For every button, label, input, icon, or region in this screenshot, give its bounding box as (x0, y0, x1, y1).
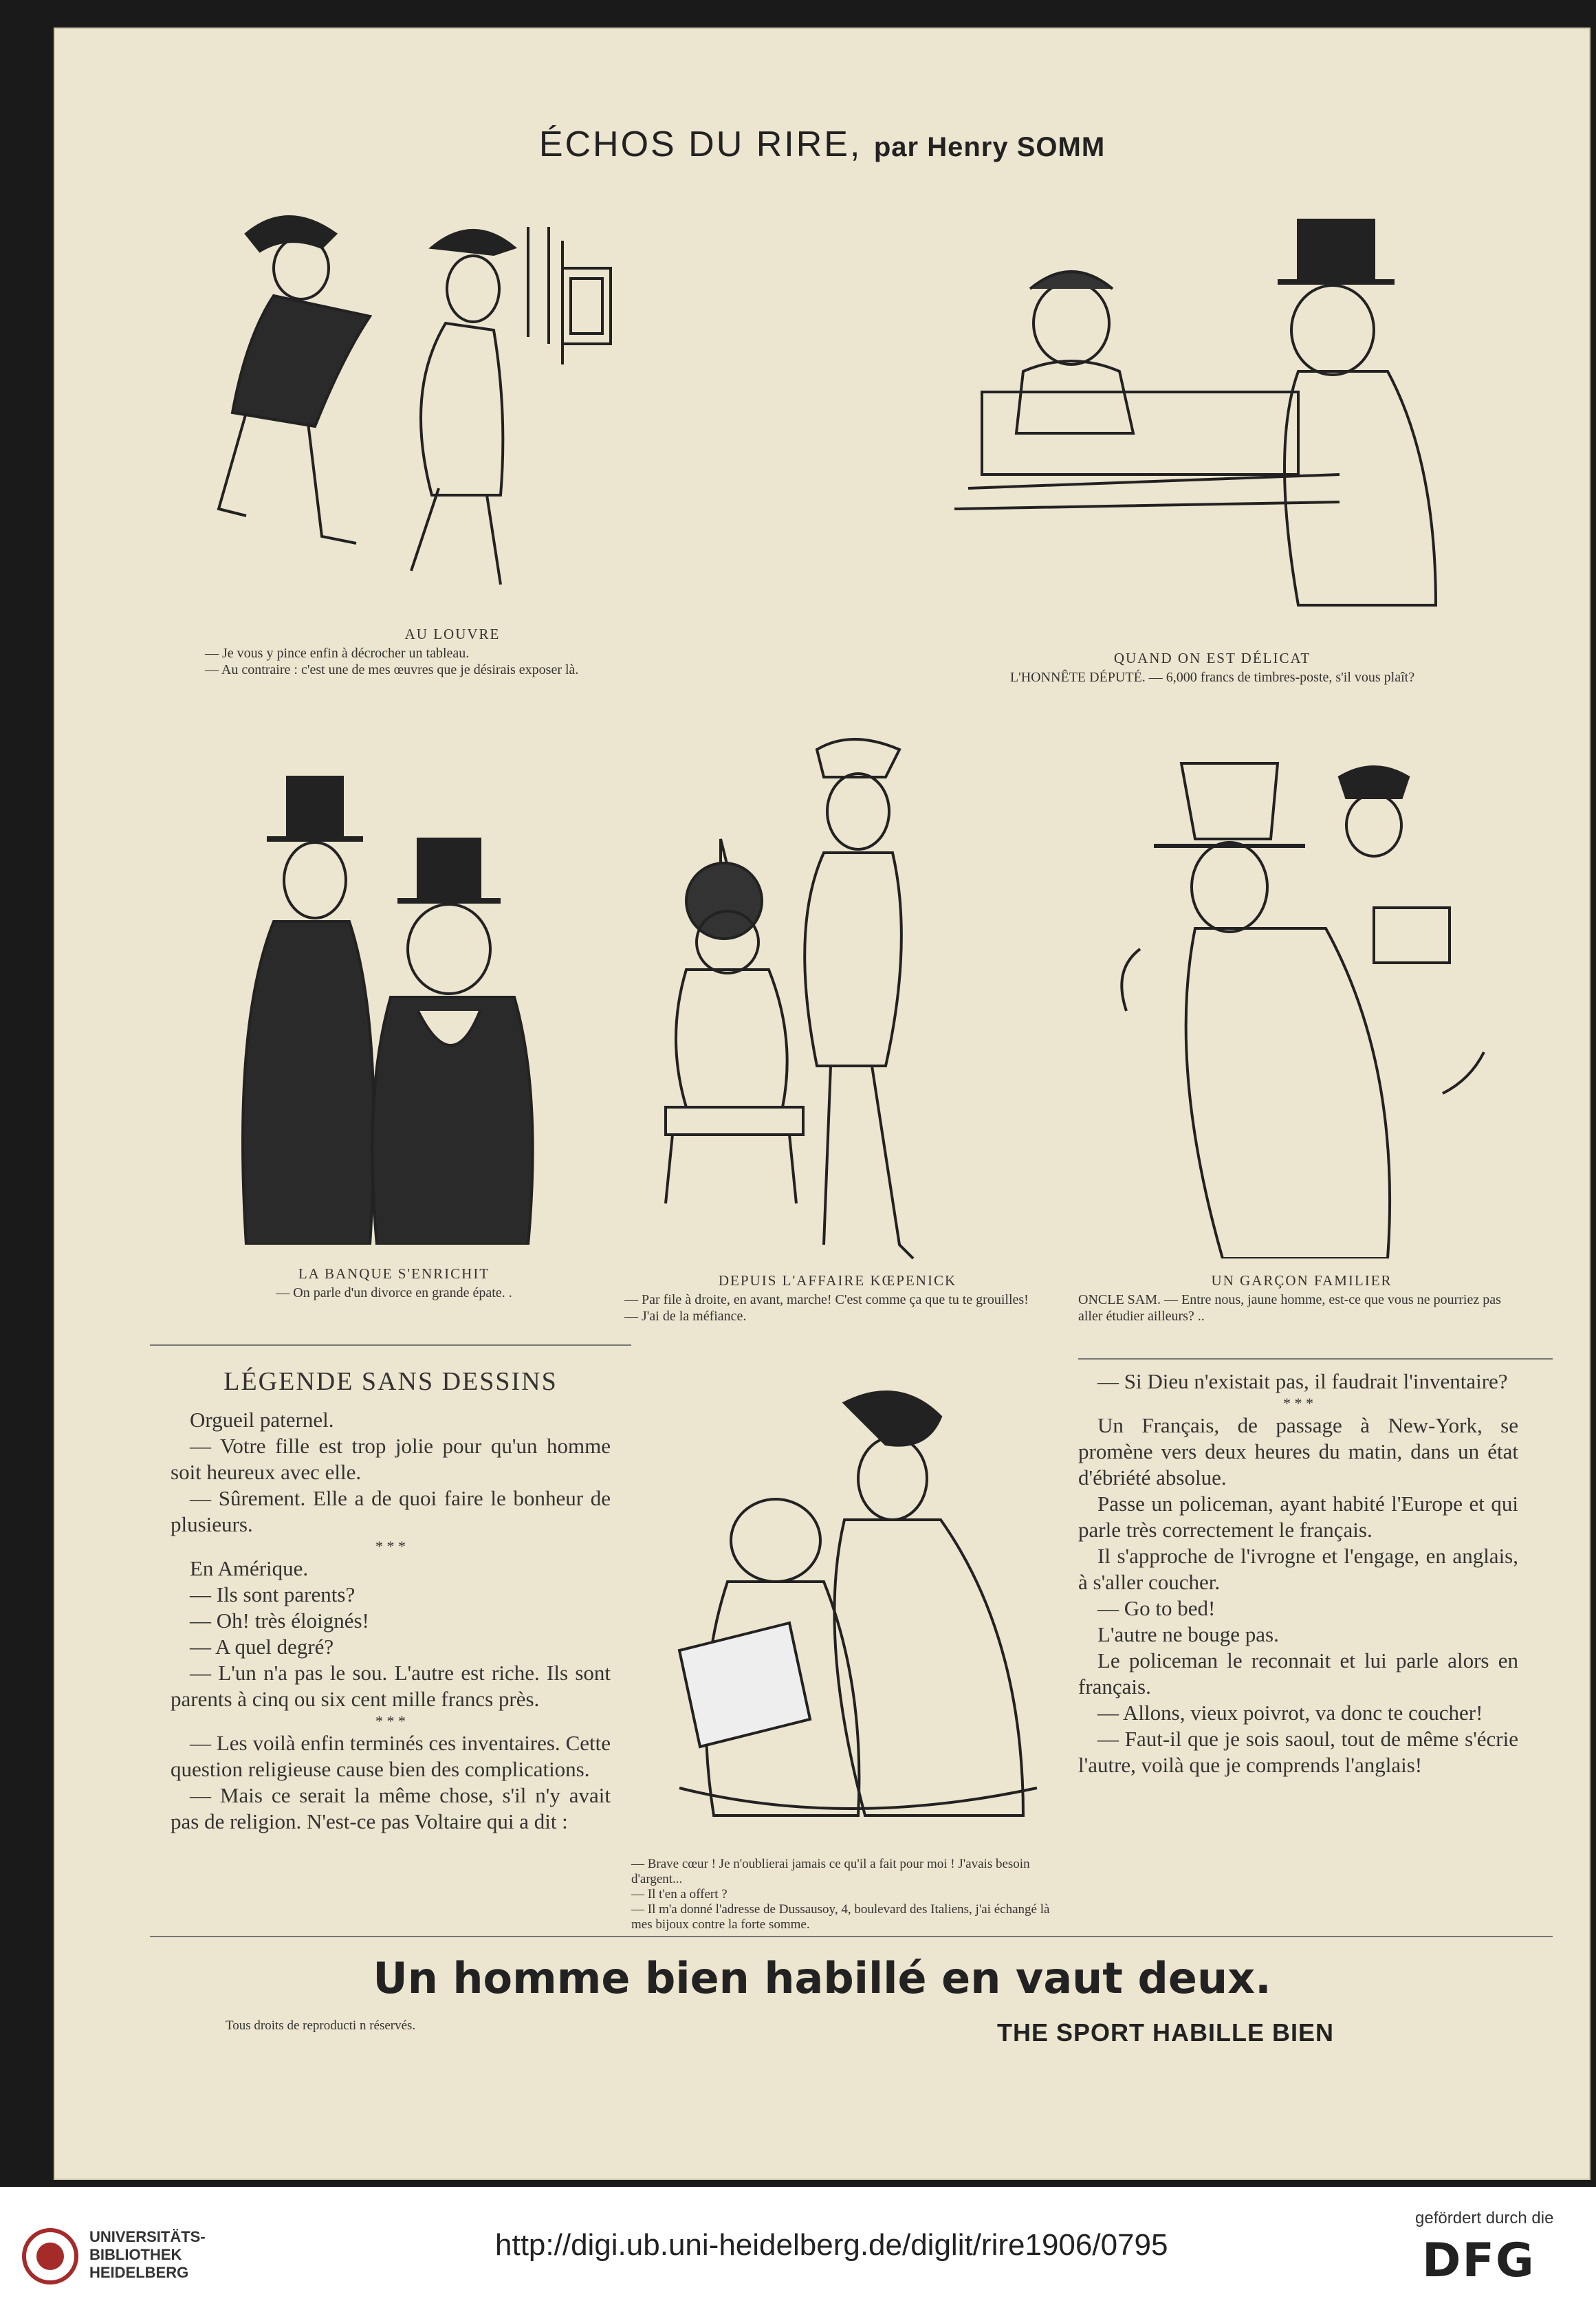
caption-depuis-laffaire-koepenick: DEPUIS L'AFFAIRE KŒPENICK — Par file à droite, en avant, marche! C'est comme ça que tu te grouilles! — J'ai de la méfiance. (624, 1272, 1029, 1324)
library-footer (0, 2187, 1596, 2301)
page-title: ÉCHOS DU RIRE, par Henry SOMM (538, 124, 1106, 164)
divider-bottom (150, 1936, 1553, 1937)
cartoon-center-women-illustration (638, 1375, 1064, 1850)
university-seal-icon (21, 2227, 80, 2286)
funding-note: gefördert durch die (1415, 2209, 1554, 2227)
digital-library-url[interactable]: http://digi.ub.uni-heidelberg.de/diglit/rire1906/0795 (495, 2228, 1168, 2262)
caption-center: — Brave cœur ! Je n'oublierai jamais ce qu'il a fait pour moi ! J'avais besoin d'argent... — Il t'en a offert ? — Il m'a donné l'adresse de Dussausoy, 4, boulevard des Italiens, j'ai échangé là mes bijoux contre la forte somme. (631, 1857, 1050, 1932)
column-title: LÉGENDE SANS DESSINS (223, 1367, 558, 1396)
cartoon-la-banque-senrichit-illustration (191, 750, 597, 1245)
cartoon-quand-on-est-delicat (913, 186, 1498, 633)
right-text-column: — Si Dieu n'existait pas, il faudrait l'inventaire? * * * Un Français, de passage à New-York, se promène vers deux heures du matin, dans un état d'ébriété absolue. Passe un policeman, ayant habité l'Europe et qui parle très correctement le français. Il s'approche de l'ivrogne et l'engage, en anglais, à s'aller coucher. — Go to bed! L'autre ne bouge pas. Le policeman le reconnait et lui parle alors en français. — Allons, vieux poivrot, va donc te coucher! — Faut-il que je sois saoul, tout de même s'écrie l'autre, voilà que je comprends l'anglais! (1078, 1369, 1518, 1777)
library-name: UNIVERSITÄTS- BIBLIOTHEK HEIDELBERG (89, 2228, 206, 2281)
section-stars: * * * (375, 1538, 406, 1555)
cartoon-quand-on-est-delicat-illustration (913, 186, 1498, 633)
cartoon-depuis-laffaire-koepenick-illustration (624, 722, 1023, 1265)
caption-la-banque-senrichit: LA BANQUE S'ENRICHIT — On parle d'un divorce en grande épate. . (276, 1265, 512, 1300)
caption-quand-on-est-delicat: QUAND ON EST DÉLICAT L'HONNÊTE DÉPUTÉ. — 6,000 francs de timbres-poste, s'il vous plaît? (1009, 650, 1415, 685)
magazine-page (54, 28, 1590, 2180)
cartoon-au-louvre-illustration (205, 186, 645, 612)
divider-right (1078, 1358, 1553, 1360)
divider-left (150, 1344, 631, 1346)
dfg-logo: DFG (1422, 2234, 1535, 2288)
cartoon-au-louvre (205, 186, 645, 612)
left-text-column: LÉGENDE SANS DESSINS Orgueil paternel. — Votre fille est trop jolie pour qu'un homme soit heureux avec elle. — Sûrement. Elle a de quoi faire le bonheur de plusieurs. * * * En Amérique. — Ils sont parents? — Oh! très éloignés! — A quel degré? — L'un n'a pas le sou. L'autre est riche. Ils sont parents à cinq ou six cent mille francs près. * * * — Les voilà enfin terminés ces inventaires. Cette question religieuse cause bien des complications. — Mais ce serait la même chose, s'il n'y avait pas de religion. N'est-ce pas Voltaire qui a dit : (171, 1367, 611, 1833)
advertisement-slogan: Un homme bien habillé en vaut deux. (373, 1953, 1271, 2003)
cartoon-center-women (638, 1375, 1064, 1850)
rights-notice: Tous droits de reproducti n réservés. (226, 2018, 416, 2033)
cartoon-la-banque-senrichit (191, 750, 597, 1245)
caption-un-garcon-familier: UN GARÇON FAMILIER ONCLE SAM. — Entre nous, jaune homme, est-ce que vous ne pourriez pas aller étudier ailleurs? .. (1078, 1272, 1501, 1324)
cartoon-depuis-laffaire-koepenick (624, 722, 1023, 1265)
section-stars: * * * (1283, 1395, 1313, 1412)
cartoon-un-garcon-familier-illustration (1099, 722, 1511, 1258)
advertiser-name: THE SPORT HABILLE BIEN (997, 2018, 1335, 2047)
cartoon-un-garcon-familier (1099, 722, 1511, 1258)
caption-au-louvre: AU LOUVRE — Je vous y pince enfin à décrocher un tableau. — Au contraire : c'est une de mes œuvres que je désirais exposer là. (205, 626, 579, 677)
section-stars: * * * (375, 1712, 406, 1730)
